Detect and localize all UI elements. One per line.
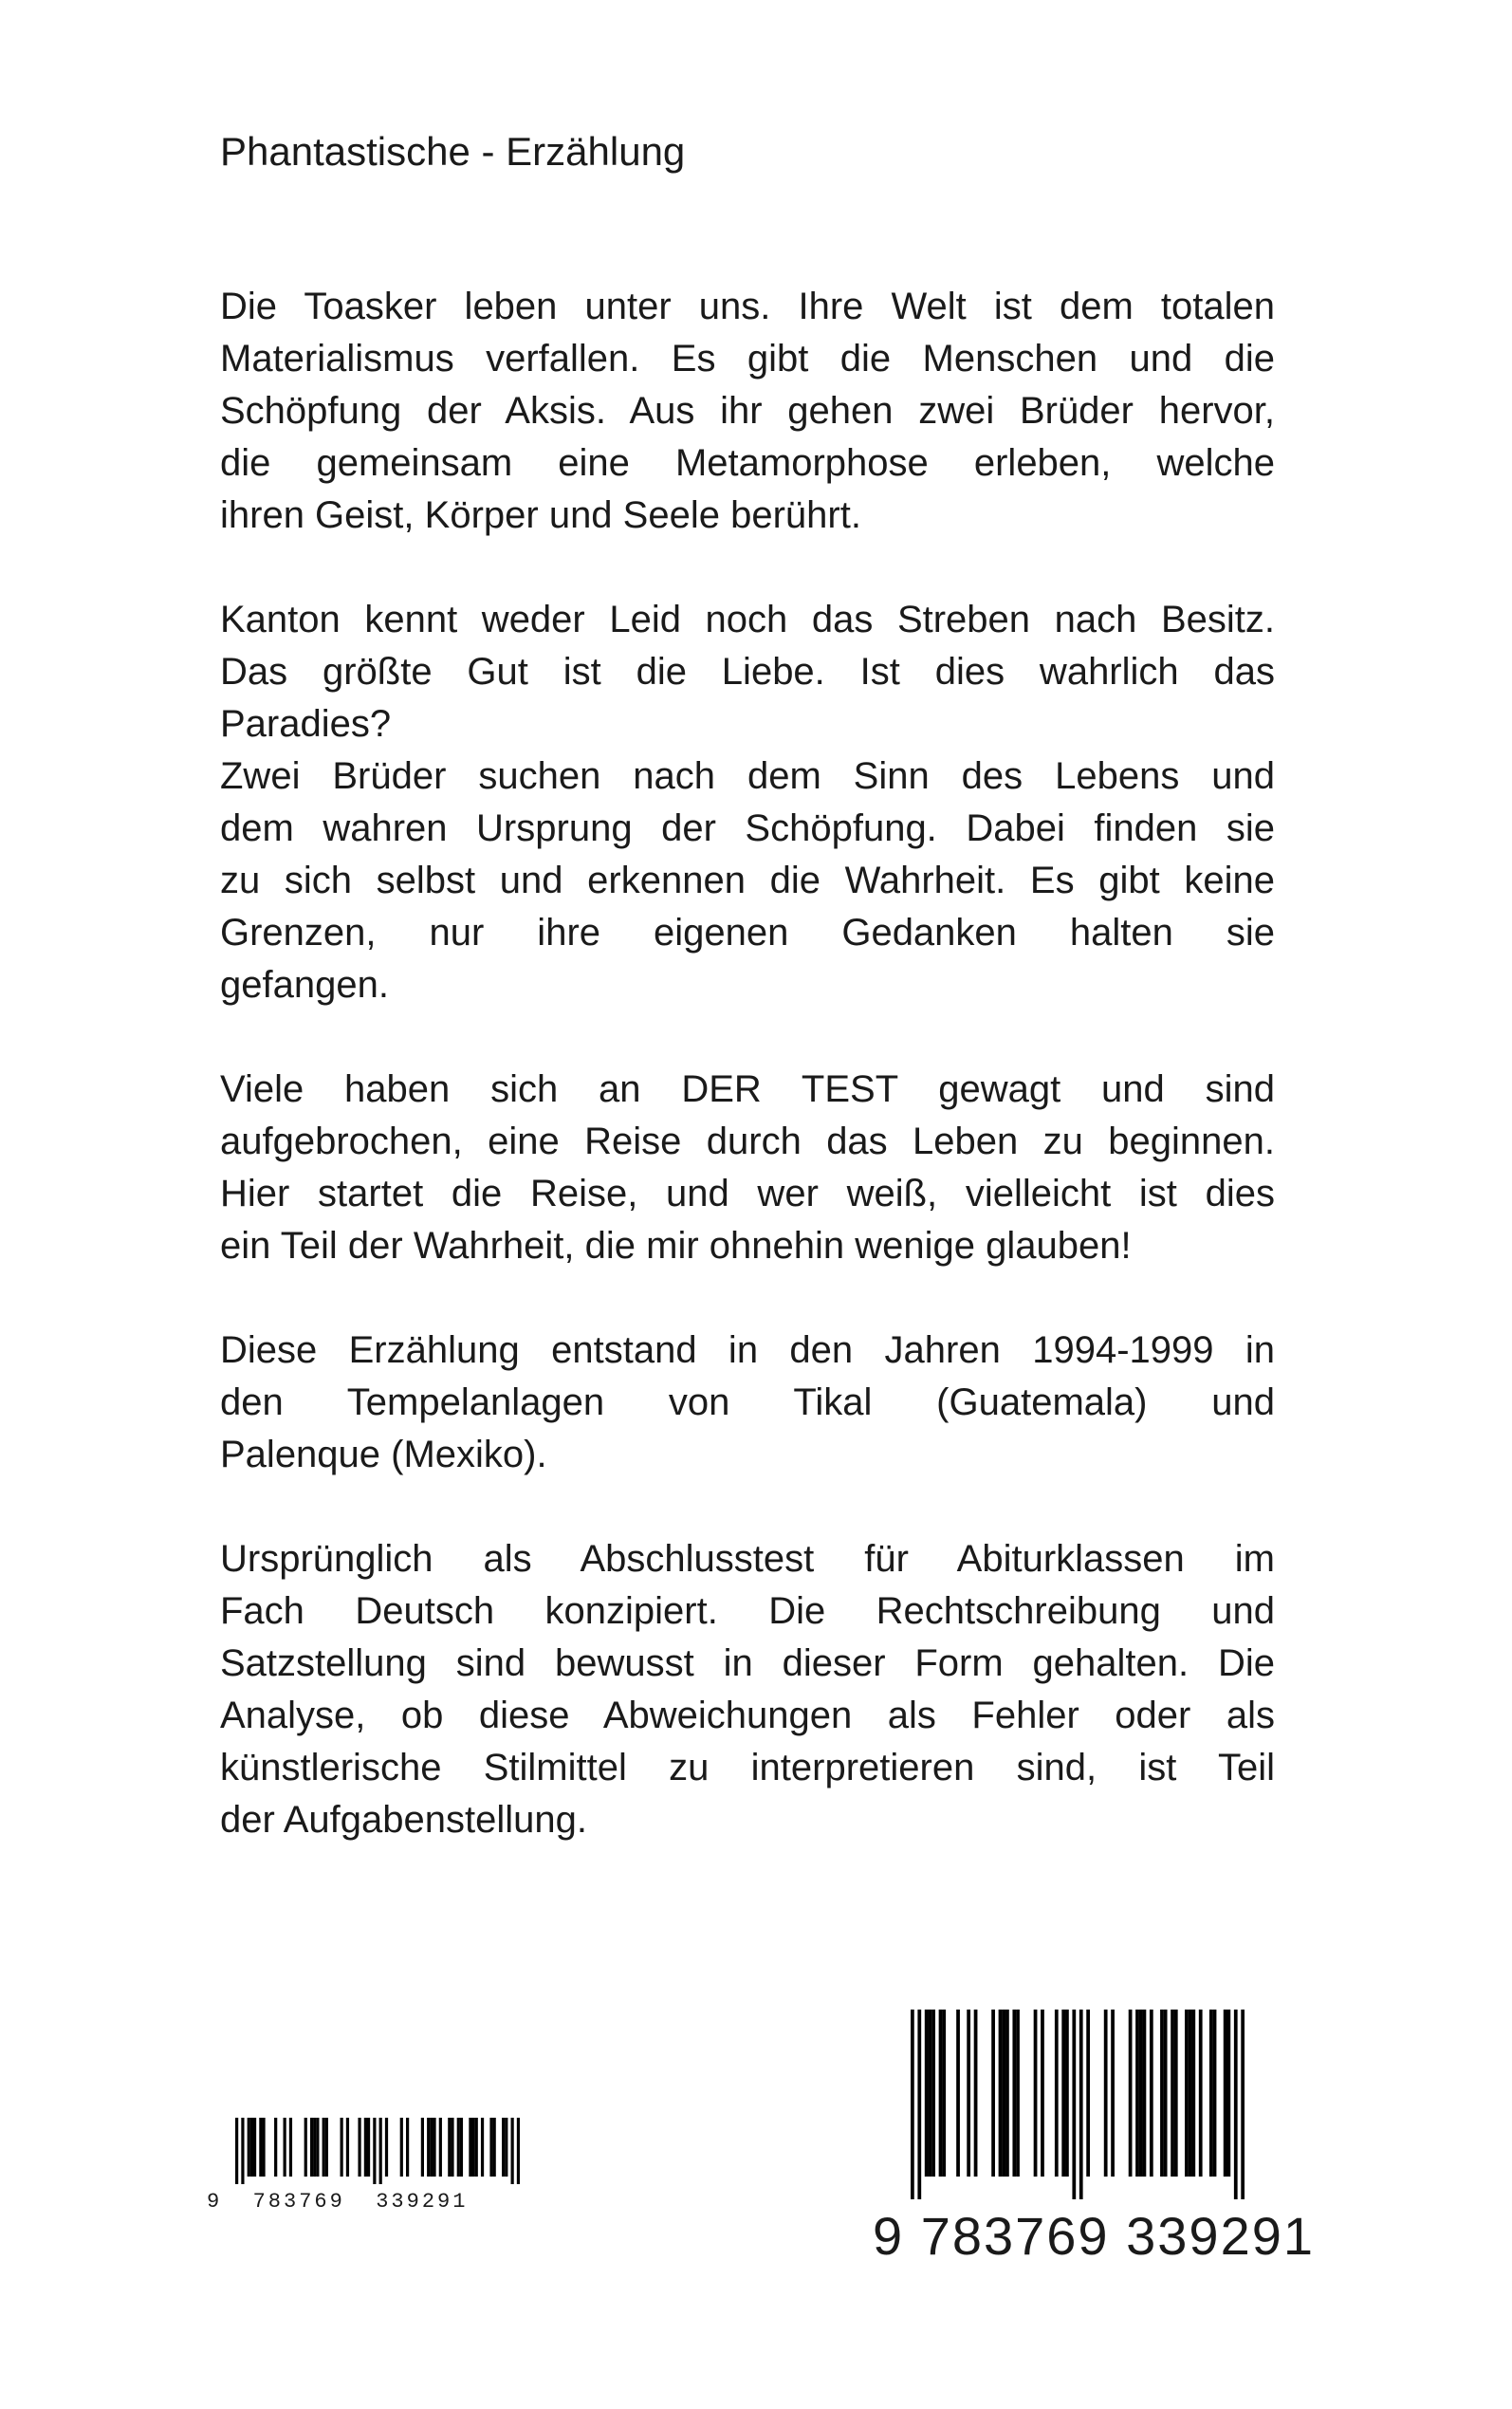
text-line: ihren Geist, Körper und Seele berührt. (220, 494, 861, 536)
paragraph-2 (220, 594, 1275, 750)
barcode-bar (999, 2010, 1003, 2177)
barcode-bar (364, 2118, 367, 2177)
text-line: Materialismus verfallen. Es gibt die Menschen und die (220, 338, 1275, 380)
barcode-bar (284, 2118, 286, 2177)
barcode-bar (323, 2118, 325, 2177)
barcode-bar (304, 2118, 307, 2177)
barcode-bar (325, 2118, 328, 2177)
barcode-bar (917, 2010, 921, 2199)
text-line: Paradies? (220, 703, 392, 745)
barcode-bar (248, 2118, 250, 2177)
barcode-bar (448, 2118, 451, 2177)
barcode-bar (427, 2118, 430, 2177)
text-line: den Tempelanlagen von Tikal (Guatemala) und (220, 1381, 1275, 1423)
barcode-bar (1209, 2010, 1213, 2177)
barcode-bar (313, 2118, 316, 2177)
blurb-text (220, 281, 1275, 1899)
isbn-barcode-bars (911, 2010, 1245, 2199)
text-line: aufgebrochen, eine Reise durch das Leben zu beginnen. (220, 1121, 1275, 1162)
barcode-bar (400, 2118, 403, 2177)
paragraph-5 (220, 1325, 1275, 1481)
barcode-bar (475, 2118, 478, 2177)
barcode-bar (373, 2118, 376, 2184)
barcode-bar (1226, 2010, 1230, 2177)
paragraph-4 (220, 1064, 1275, 1272)
barcode-bar (1061, 2010, 1065, 2177)
text-line: künstlerische Stilmittel zu interpretieren sind, ist Teil (220, 1747, 1275, 1788)
barcode-bar (421, 2118, 424, 2177)
barcode-bar (974, 2010, 978, 2177)
barcode-bar (358, 2118, 360, 2177)
barcode-bar (1213, 2010, 1217, 2177)
text-line: Grenzen, nur ihre eigenen Gedanken halten sie (220, 912, 1275, 954)
paragraph-1 (220, 281, 1275, 542)
barcode-bar (1135, 2010, 1139, 2177)
barcode-bar (1086, 2010, 1090, 2177)
text-line: gefangen. (220, 964, 389, 1006)
barcode-bar (1143, 2010, 1147, 2177)
barcode-bar (1241, 2010, 1245, 2199)
text-line: ein Teil der Wahrheit, die mir ohnehin wenige glauben! (220, 1225, 1132, 1267)
barcode-bar (1224, 2010, 1227, 2177)
barcode-bar (1171, 2010, 1174, 2177)
barcode-bar (469, 2118, 471, 2177)
barcode-bar (1111, 2010, 1115, 2177)
barcode-bar (1104, 2010, 1108, 2177)
barcode-bar (274, 2118, 277, 2177)
barcode-bar (511, 2118, 514, 2184)
paragraph-6 (220, 1533, 1275, 1846)
barcode-bar (241, 2118, 244, 2184)
barcode-bar (367, 2118, 370, 2177)
text-line: Viele haben sich an DER TEST gewagt und sind (220, 1068, 1275, 1110)
barcode-bar (385, 2118, 388, 2177)
text-line: Analyse, ob diese Abweichungen als Fehler oder als (220, 1695, 1275, 1736)
text-line: Zwei Brüder suchen nach dem Sinn des Lebens und (220, 755, 1275, 797)
barcode-bar (956, 2010, 960, 2177)
barcode-bar (1191, 2010, 1195, 2177)
barcode-bar (451, 2118, 453, 2177)
barcode-bar (1139, 2010, 1143, 2177)
text-line: Ursprünglich als Abschlusstest für Abiturklassen im (220, 1538, 1275, 1580)
paragraph-3 (220, 750, 1275, 1011)
text-line: Kanton kennt weder Leid noch das Streben nach Besitz. (220, 599, 1275, 640)
barcode-bar (1199, 2010, 1203, 2177)
text-line: Schöpfung der Aksis. Aus ihr gehen zwei Brüder hervor, (220, 390, 1275, 432)
barcode-bar (1129, 2010, 1133, 2177)
text-line: Die Toasker leben unter uns. Ihre Welt ist dem totalen (220, 286, 1275, 327)
text-line: Satzstellung sind bewusst in dieser Form gehalten. Die (220, 1642, 1275, 1684)
barcode-bar (406, 2118, 409, 2177)
barcode-bar (1174, 2010, 1178, 2177)
barcode-bar (1041, 2010, 1044, 2177)
barcode-bar (235, 2118, 238, 2184)
barcode-bar (471, 2118, 474, 2177)
small-barcode-digits: 9 783769 339291 (207, 2190, 469, 2214)
barcode-bar (1072, 2010, 1076, 2199)
barcode-bar (942, 2010, 946, 2177)
text-line: Diese Erzählung entstand in den Jahren 1994-1999 in (220, 1329, 1275, 1371)
barcode-bar (1160, 2010, 1164, 2177)
barcode-bar (1034, 2010, 1038, 2177)
text-line: zu sich selbst und erkennen die Wahrheit. Es gibt keine (220, 860, 1275, 901)
barcode-bar (911, 2010, 914, 2199)
barcode-bar (1164, 2010, 1168, 2177)
barcode-bar (939, 2010, 943, 2177)
barcode-bar (341, 2118, 343, 2177)
barcode-bar (1012, 2010, 1016, 2177)
barcode-bar (259, 2118, 262, 2177)
small-barcode (207, 2118, 520, 2222)
barcode-bar (481, 2118, 484, 2177)
barcode-bar (310, 2118, 313, 2177)
barcode-bar (1005, 2010, 1009, 2177)
barcode-bar (439, 2118, 442, 2177)
barcode-bar (379, 2118, 382, 2184)
barcode-bar (1079, 2010, 1083, 2199)
barcode-bar (1189, 2010, 1192, 2177)
text-line: Fach Deutsch konzipiert. Die Rechtschreibung und (220, 1590, 1275, 1632)
barcode-bar (505, 2118, 507, 2177)
barcode-bar (1234, 2010, 1238, 2199)
barcode-bar (1065, 2010, 1069, 2177)
barcode-bar (502, 2118, 505, 2177)
barcode-bar (460, 2118, 463, 2177)
barcode-bar (929, 2010, 932, 2177)
text-line: der Aufgabenstellung. (220, 1799, 587, 1841)
text-line: Das größte Gut ist die Liebe. Ist dies wahrlich das (220, 651, 1275, 693)
text-line: Hier startet die Reise, und wer weiß, vielleicht ist dies (220, 1173, 1275, 1214)
small-barcode-bars (235, 2118, 520, 2184)
barcode-bar (1150, 2010, 1153, 2177)
barcode-bar (493, 2118, 496, 2177)
barcode-bar (1002, 2010, 1005, 2177)
barcode-bar (289, 2118, 292, 2177)
barcode-bar (489, 2118, 492, 2177)
genre-label: Phantastische - Erzählung (220, 129, 686, 174)
isbn-barcode (873, 2010, 1315, 2275)
text-line: die gemeinsam eine Metamorphose erleben, welche (220, 442, 1275, 484)
barcode-bar (253, 2118, 256, 2177)
barcode-bar (1185, 2010, 1189, 2177)
barcode-bar (991, 2010, 995, 2177)
barcode-bar (430, 2118, 433, 2177)
barcode-bar (262, 2118, 265, 2177)
barcode-bar (457, 2118, 460, 2177)
barcode-bar (433, 2118, 435, 2177)
barcode-bar (250, 2118, 253, 2177)
barcode-bar (346, 2118, 349, 2177)
barcode-bar (517, 2118, 520, 2184)
barcode-bar (967, 2010, 970, 2177)
text-line: Palenque (Mexiko). (220, 1434, 547, 1475)
text-line: dem wahren Ursprung der Schöpfung. Dabei finden sie (220, 807, 1275, 849)
barcode-bar (925, 2010, 929, 2177)
barcode-bar (1016, 2010, 1020, 2177)
barcode-bar (931, 2010, 935, 2177)
barcode-bar (1055, 2010, 1059, 2177)
isbn-barcode-digits: 9 783769 339291 (873, 2206, 1315, 2266)
barcode-bar (316, 2118, 319, 2177)
